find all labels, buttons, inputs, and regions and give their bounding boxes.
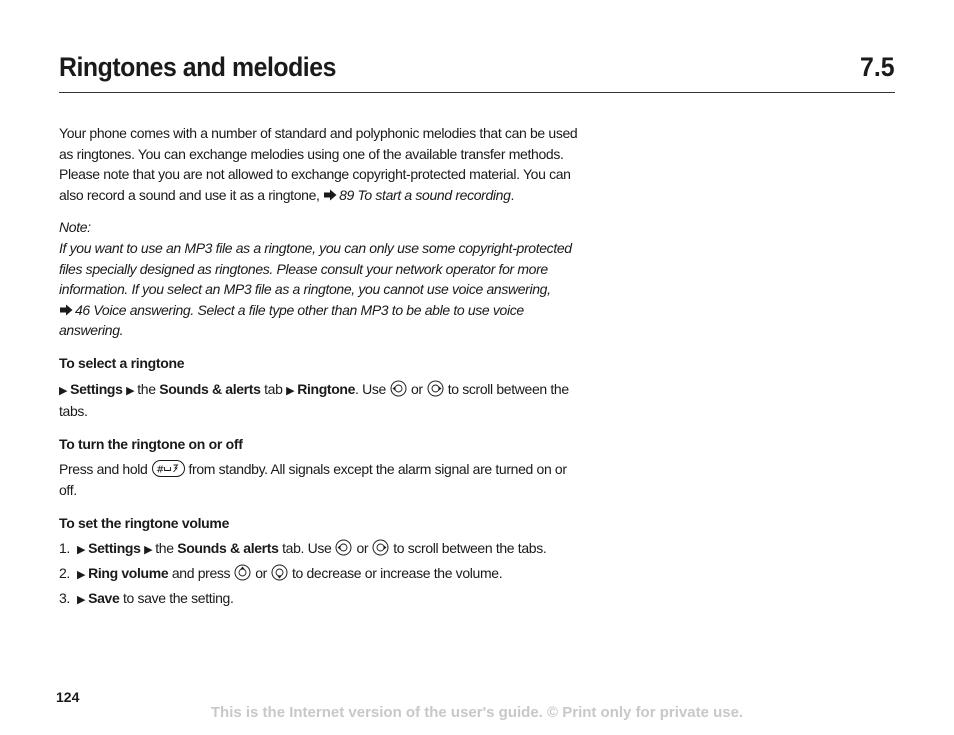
play-arrow-icon: ▶ xyxy=(286,384,295,397)
navigation-key-down-icon xyxy=(271,564,288,581)
play-arrow-icon: ▶ xyxy=(77,569,86,582)
note-block: Note: If you want to use an MP3 file as a ringtone, you can only use some copyright-protected files specially designed as ringtones. Please consult your network operator for more information. If you select an MP3 file as a ringtone, you cannot use voice answering, 46 Voice answering. Select a file type other than MP3 to be able to use voice answering. xyxy=(59,219,572,339)
volume-steps xyxy=(59,538,584,611)
note-label: Note: xyxy=(59,219,91,236)
navigation-key-left-icon xyxy=(335,539,352,556)
section-heading-volume: To set the ringtone volume xyxy=(59,514,230,531)
right-arrow-icon xyxy=(323,189,337,201)
section-heading-select: To select a ringtone xyxy=(59,354,185,371)
list-item: 2. ▶ Ring volume and press or to decrease or increase the volume. xyxy=(59,565,503,582)
intro-paragraph: Your phone comes with a number of standard and polyphonic melodies that can be used as ringtones. You can exchange melodies using one of the available transfer methods. Please note that you are not allowed to exchange copyright-protected material. You can also record a sound and use it as a ringtone, 89 To start a sound recording. xyxy=(59,125,578,203)
section-number: 7.5 xyxy=(860,52,895,82)
section-heading-onoff: To turn the ringtone on or off xyxy=(59,435,243,452)
svg-text:#: # xyxy=(155,464,164,476)
hash-key-icon xyxy=(152,460,185,477)
cross-reference-link[interactable]: 46 Voice answering xyxy=(75,301,191,318)
page-header xyxy=(59,50,895,93)
play-arrow-icon: ▶ xyxy=(59,384,68,397)
page-number: 124 xyxy=(56,689,80,705)
onoff-instructions: Press and hold # from standby. All signals except the alarm signal are turned on or off. xyxy=(59,461,567,498)
play-arrow-icon: ▶ xyxy=(77,544,86,557)
select-instructions: ▶ Settings ▶ the Sounds & alerts tab ▶ Ringtone. Use or to scroll between the tabs. xyxy=(59,380,569,420)
play-arrow-icon: ▶ xyxy=(77,594,86,607)
navigation-key-up-icon xyxy=(234,564,251,581)
play-arrow-icon: ▶ xyxy=(126,384,135,397)
navigation-key-right-icon xyxy=(372,539,389,556)
main-content xyxy=(59,123,584,613)
footer-notice: This is the Internet version of the user's guide. © Print only for private use. xyxy=(210,704,744,721)
page-title: Ringtones and melodies xyxy=(59,52,336,82)
list-item: 3. ▶ Save to save the setting. xyxy=(59,590,234,607)
cross-reference-link[interactable]: 89 To start a sound recording xyxy=(339,186,511,203)
navigation-key-right-icon xyxy=(427,380,444,397)
navigation-key-left-icon xyxy=(390,380,407,397)
play-arrow-icon: ▶ xyxy=(144,544,153,557)
right-arrow-icon xyxy=(59,304,73,316)
list-item: 1. ▶ Settings ▶ the Sounds & alerts tab. Use or to scroll between the tabs. xyxy=(59,540,547,557)
